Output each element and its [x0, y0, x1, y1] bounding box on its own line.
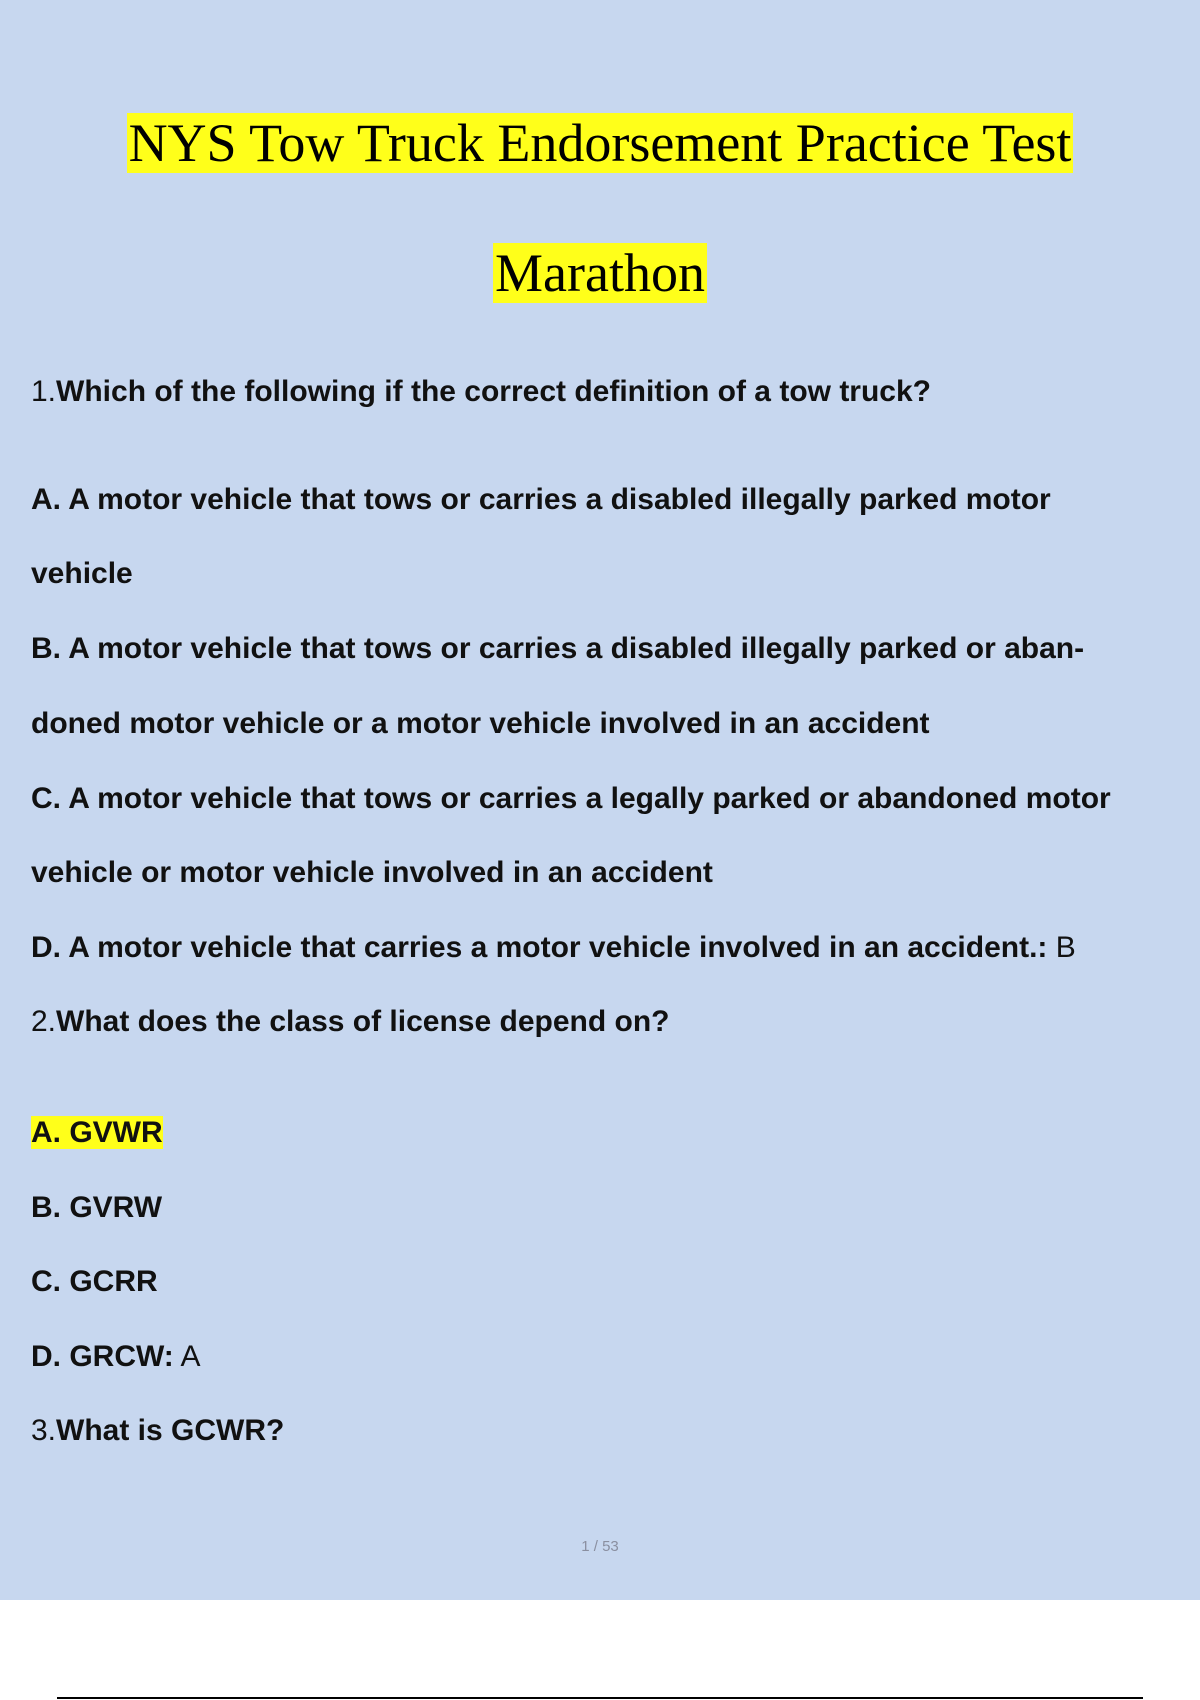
option-a — [31, 1116, 163, 1150]
title-highlight-1: NYS Tow Truck Endorsement Practice Test — [128, 113, 1072, 173]
option-a-line-2: vehicle — [31, 557, 133, 590]
option-c-line-1: C. A motor vehicle that tows or carries a legally parked or abandoned motor — [31, 782, 1111, 815]
question-2 — [31, 1005, 669, 1039]
question-text: What is GCWR? — [56, 1414, 285, 1447]
option-b-line-1: B. A motor vehicle that tows or carries a disabled illegally parked or aban- — [31, 632, 1085, 665]
page-divider-line — [57, 1697, 1143, 1699]
title-highlight-2: Marathon — [495, 243, 705, 303]
question-number: 1. — [31, 375, 57, 408]
answer-text: B — [1047, 931, 1076, 964]
option-c: C. GCRR — [31, 1265, 158, 1298]
question-text: What does the class of license depend on? — [56, 1005, 670, 1038]
question-text: Which of the following if the correct definition of a tow truck? — [56, 375, 931, 408]
document-title-line-2 — [0, 242, 1200, 304]
question-1 — [31, 375, 931, 409]
option-a-line-1: A. A motor vehicle that tows or carries a disabled illegally parked motor — [31, 483, 1051, 516]
option-c-line-2: vehicle or motor vehicle involved in an accident — [31, 856, 713, 889]
question-number: 2. — [31, 1005, 57, 1038]
option-b-line-2: doned motor vehicle or a motor vehicle involved in an accident — [31, 707, 930, 740]
option-d — [31, 931, 1076, 965]
option-d — [31, 1340, 200, 1374]
option-d-text: D. A motor vehicle that carries a motor vehicle involved in an accident.: — [31, 931, 1048, 964]
page-number: 1 / 53 — [581, 1538, 619, 1555]
question-number: 3. — [31, 1414, 57, 1447]
answer-text: A — [173, 1340, 201, 1373]
document-title-line-1 — [0, 112, 1200, 174]
option-d-text: D. GRCW: — [31, 1340, 174, 1373]
option-b: B. GVRW — [31, 1191, 163, 1224]
question-3 — [31, 1414, 284, 1448]
highlighted-option-text: A. GVWR — [31, 1116, 163, 1149]
